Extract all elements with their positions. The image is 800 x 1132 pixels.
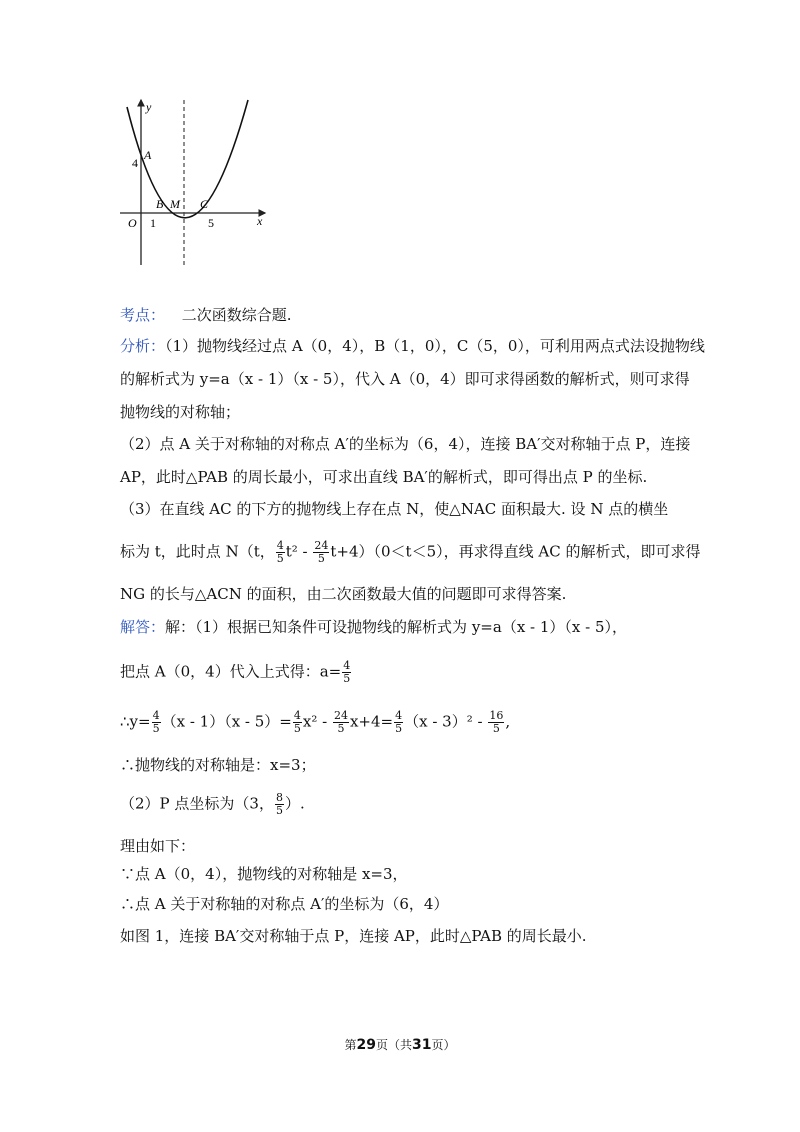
parabola-graph <box>110 95 280 270</box>
frac-den: 5 <box>395 722 403 735</box>
jieda-line-5 <box>120 792 305 817</box>
frac-den: 5 <box>152 722 160 735</box>
fenxi-line-3: 抛物线的对称轴； <box>120 403 241 421</box>
frac-num: 4 <box>152 709 160 722</box>
frac-16-5 <box>488 710 504 735</box>
jieda-line-7: ∵点 A（0，4），抛物线的对称轴是 x=3， <box>120 865 408 883</box>
frac-4-5 <box>342 660 351 685</box>
label-m: M <box>170 197 180 211</box>
kaodian-text: 二次函数综合题. <box>181 306 292 324</box>
frac-24-5 <box>333 710 349 735</box>
frac-4-5 <box>394 710 403 735</box>
jieda-3c: x² - <box>302 712 332 731</box>
jieda-line-1 <box>120 617 627 637</box>
kaodian-line <box>120 305 292 325</box>
label-b: B <box>156 197 164 211</box>
frac-num: 24 <box>333 709 348 722</box>
fenxi-label: 分析： <box>120 337 166 355</box>
jieda-3b: （x - 1）（x - 5）= <box>161 712 292 731</box>
label-c: C <box>200 197 209 211</box>
frac-num: 4 <box>343 659 351 672</box>
frac-den: 5 <box>337 722 345 735</box>
label-4: 4 <box>132 156 138 170</box>
fenxi-line-8: NG 的长与△ACN 的面积，由二次函数最大值的问题即可求得答案. <box>120 585 567 603</box>
frac-den: 5 <box>293 722 301 735</box>
footer-pre: 第 <box>344 1038 357 1052</box>
jieda-2-text: 把点 A（0，4）代入上式得：a= <box>120 662 342 681</box>
frac-24-5 <box>313 540 329 565</box>
jieda-3f: , <box>505 712 511 731</box>
frac-4-5 <box>293 710 302 735</box>
label-y: y <box>146 100 152 114</box>
frac-4-5 <box>152 710 161 735</box>
jieda-line-2 <box>120 660 352 685</box>
jieda-3d: x+4= <box>349 712 394 731</box>
fenxi-line-4: （2）点 A 关于对称轴的对称点 A′的坐标为（6，4），连接 BA′交对称轴于点 P，连接 <box>120 435 691 453</box>
label-x: x <box>257 214 263 228</box>
frac-den: 5 <box>492 722 500 735</box>
fenxi-7d: t+4）（0＜t＜5），再求得直线 AC 的解析式，即可求得 <box>330 542 701 561</box>
kaodian-label: 考点： <box>120 306 166 324</box>
fenxi-line-2: 的解析式为 y=a（x - 1）（x - 5），代入 A（0，4）即可求得函数的解析式，则可求得 <box>120 370 690 388</box>
fenxi-line-5: AP，此时△PAB 的周长最小，可求出直线 BA′的解析式，即可得出点 P 的坐标. <box>120 468 648 486</box>
parabola-figure <box>110 95 280 270</box>
fenxi-7c: - <box>297 542 313 561</box>
frac-num: 8 <box>275 791 283 804</box>
frac-4-5 <box>276 540 285 565</box>
footer-post: 页） <box>431 1038 456 1052</box>
jieda-line-8: ∴点 A 关于对称轴的对称点 A′的坐标为（6，4） <box>120 895 449 913</box>
jieda-label: 解答： <box>120 618 166 636</box>
jieda-5a: （2）P 点坐标为（3， <box>120 794 274 813</box>
frac-num: 4 <box>395 709 403 722</box>
jieda-5b: ）. <box>284 794 305 813</box>
footer-total: 31 <box>412 1037 432 1053</box>
footer-mid: 页（共 <box>375 1038 412 1052</box>
frac-den: 5 <box>275 804 283 817</box>
label-o: O <box>128 216 137 230</box>
frac-8-5 <box>275 792 284 817</box>
jieda-line-3 <box>120 710 510 735</box>
jieda-3e: （x - 3）² - <box>404 712 488 731</box>
jieda-3a: ∴y= <box>120 712 151 731</box>
fenxi-line-7 <box>120 540 700 565</box>
frac-den: 5 <box>317 552 325 565</box>
label-5: 5 <box>208 216 214 230</box>
frac-num: 4 <box>276 539 284 552</box>
frac-num: 4 <box>293 709 301 722</box>
jieda-text-1: 解：（1）根据已知条件可设抛物线的解析式为 y=a（x - 1）（x - 5）， <box>165 618 628 636</box>
frac-den: 5 <box>276 552 284 565</box>
footer-page: 29 <box>356 1037 376 1053</box>
fenxi-line-6: （3）在直线 AC 的下方的抛物线上存在点 N，使△NAC 面积最大. 设 N 点的横坐 <box>120 500 669 518</box>
label-1: 1 <box>150 216 156 230</box>
frac-den: 5 <box>343 672 351 685</box>
frac-num: 24 <box>314 539 329 552</box>
page-footer <box>0 1036 800 1053</box>
jieda-line-4: ∴抛物线的对称轴是：x=3； <box>120 756 316 774</box>
jieda-line-6: 理由如下： <box>120 837 196 855</box>
frac-num: 16 <box>489 709 504 722</box>
fenxi-7a: 标为 t，此时点 N（t， <box>120 542 275 561</box>
fenxi-line-1 <box>120 336 705 356</box>
fenxi-7b: t² <box>285 542 298 561</box>
label-a: A <box>144 148 152 162</box>
jieda-line-9: 如图 1，连接 BA′交对称轴于点 P，连接 AP，此时△PAB 的周长最小. <box>120 927 587 945</box>
fenxi-text-1: （1）抛物线经过点 A（0，4），B（1，0），C（5，0），可利用两点式法设抛物线 <box>165 337 705 355</box>
